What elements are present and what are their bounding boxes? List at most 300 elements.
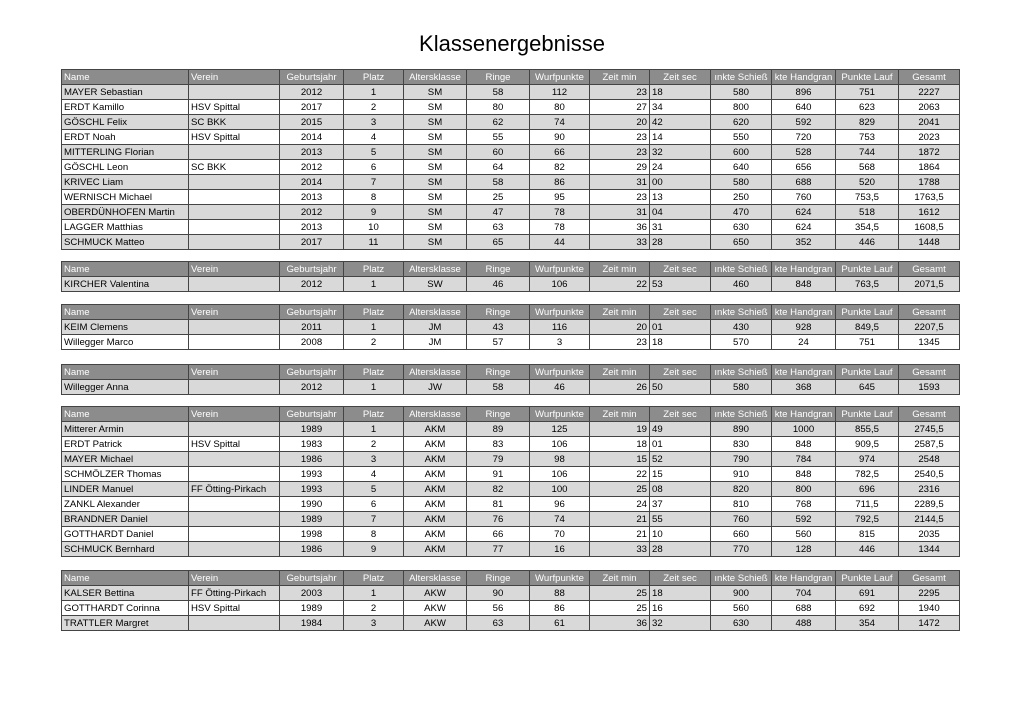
- cell-zeit-sec: 37: [650, 497, 711, 512]
- cell-altersklasse: SM: [404, 235, 467, 250]
- cell-platz: 8: [344, 190, 404, 205]
- column-header-zeit-sec: Zeit sec: [650, 365, 711, 380]
- cell-zeit-sec: 34: [650, 100, 711, 115]
- cell-platz: 8: [344, 527, 404, 542]
- cell-gesamt: 2295: [899, 586, 960, 601]
- cell-platz: 11: [344, 235, 404, 250]
- cell-punkte-schiessen: 900: [711, 586, 772, 601]
- cell-geburtsjahr: 2013: [280, 220, 344, 235]
- cell-name: GÖSCHL Felix: [62, 115, 189, 130]
- cell-verein: FF Ötting-Pirkach: [189, 586, 280, 601]
- column-header-punkte-handgranate: kte Handgran: [772, 262, 836, 277]
- page-title: Klassenergebnisse: [419, 31, 605, 56]
- cell-zeit-min: 25: [590, 586, 650, 601]
- column-header-wurfpunkte: Wurfpunkte: [530, 571, 590, 586]
- cell-ringe: 58: [467, 175, 530, 190]
- table-row: [62, 437, 960, 452]
- cell-punkte-handgranate: 800: [772, 482, 836, 497]
- column-header-verein: Verein: [189, 571, 280, 586]
- column-header-verein: Verein: [189, 407, 280, 422]
- cell-zeit-sec: 00: [650, 175, 711, 190]
- cell-wurfpunkte: 44: [530, 235, 590, 250]
- cell-punkte-lauf: 696: [836, 482, 899, 497]
- cell-verein: SC BKK: [189, 115, 280, 130]
- cell-platz: 4: [344, 467, 404, 482]
- cell-geburtsjahr: 1989: [280, 422, 344, 437]
- column-header-zeit-min: Zeit min: [590, 407, 650, 422]
- cell-name: GOTTHARDT Daniel: [62, 527, 189, 542]
- cell-zeit-min: 36: [590, 616, 650, 631]
- column-header-platz: Platz: [344, 70, 404, 85]
- cell-zeit-min: 23: [590, 335, 650, 350]
- cell-zeit-sec: 32: [650, 616, 711, 631]
- cell-name: MITTERLING Florian: [62, 145, 189, 160]
- cell-altersklasse: SM: [404, 220, 467, 235]
- cell-zeit-min: 29: [590, 160, 650, 175]
- cell-geburtsjahr: 2012: [280, 160, 344, 175]
- cell-verein: [189, 145, 280, 160]
- column-header-name: Name: [62, 262, 189, 277]
- table-row: [62, 320, 960, 335]
- column-header-punkte-lauf: Punkte Lauf: [836, 70, 899, 85]
- table-row: [62, 190, 960, 205]
- cell-ringe: 63: [467, 220, 530, 235]
- cell-zeit-min: 33: [590, 542, 650, 557]
- cell-gesamt: 1612: [899, 205, 960, 220]
- cell-ringe: 57: [467, 335, 530, 350]
- column-header-wurfpunkte: Wurfpunkte: [530, 407, 590, 422]
- cell-zeit-min: 21: [590, 527, 650, 542]
- column-header-geburtsjahr: Geburtsjahr: [280, 365, 344, 380]
- cell-wurfpunkte: 78: [530, 220, 590, 235]
- cell-wurfpunkte: 80: [530, 100, 590, 115]
- column-header-verein: Verein: [189, 262, 280, 277]
- table-row: [62, 422, 960, 437]
- cell-geburtsjahr: 2012: [280, 277, 344, 292]
- cell-altersklasse: AKM: [404, 542, 467, 557]
- cell-punkte-schiessen: 570: [711, 335, 772, 350]
- cell-altersklasse: JM: [404, 335, 467, 350]
- column-header-punkte-lauf: Punkte Lauf: [836, 571, 899, 586]
- cell-zeit-min: 23: [590, 85, 650, 100]
- cell-zeit-min: 23: [590, 145, 650, 160]
- cell-gesamt: 1763,5: [899, 190, 960, 205]
- cell-geburtsjahr: 1998: [280, 527, 344, 542]
- column-header-wurfpunkte: Wurfpunkte: [530, 70, 590, 85]
- cell-zeit-min: 20: [590, 115, 650, 130]
- cell-geburtsjahr: 1989: [280, 601, 344, 616]
- cell-punkte-schiessen: 790: [711, 452, 772, 467]
- cell-wurfpunkte: 46: [530, 380, 590, 395]
- cell-verein: [189, 190, 280, 205]
- cell-punkte-lauf: 568: [836, 160, 899, 175]
- cell-punkte-handgranate: 720: [772, 130, 836, 145]
- cell-gesamt: 2316: [899, 482, 960, 497]
- cell-altersklasse: SM: [404, 130, 467, 145]
- cell-punkte-handgranate: 848: [772, 467, 836, 482]
- cell-platz: 1: [344, 422, 404, 437]
- column-header-punkte-lauf: Punkte Lauf: [836, 262, 899, 277]
- cell-punkte-handgranate: 640: [772, 100, 836, 115]
- column-header-punkte-handgranate: kte Handgran: [772, 365, 836, 380]
- column-header-name: Name: [62, 305, 189, 320]
- cell-punkte-handgranate: 592: [772, 512, 836, 527]
- cell-punkte-schiessen: 550: [711, 130, 772, 145]
- cell-geburtsjahr: 2012: [280, 205, 344, 220]
- cell-punkte-handgranate: 768: [772, 497, 836, 512]
- cell-zeit-sec: 53: [650, 277, 711, 292]
- cell-zeit-min: 22: [590, 277, 650, 292]
- cell-punkte-handgranate: 368: [772, 380, 836, 395]
- cell-platz: 7: [344, 175, 404, 190]
- table-row: [62, 452, 960, 467]
- cell-gesamt: 1448: [899, 235, 960, 250]
- results-table: [61, 69, 960, 250]
- cell-punkte-handgranate: 352: [772, 235, 836, 250]
- table-row: [62, 175, 960, 190]
- column-header-punkte-schiessen: ınkte Schieß: [711, 262, 772, 277]
- column-header-wurfpunkte: Wurfpunkte: [530, 305, 590, 320]
- cell-verein: [189, 235, 280, 250]
- cell-wurfpunkte: 74: [530, 115, 590, 130]
- cell-punkte-lauf: 763,5: [836, 277, 899, 292]
- cell-wurfpunkte: 90: [530, 130, 590, 145]
- cell-gesamt: 2548: [899, 452, 960, 467]
- cell-zeit-sec: 18: [650, 586, 711, 601]
- cell-ringe: 56: [467, 601, 530, 616]
- cell-geburtsjahr: 2017: [280, 100, 344, 115]
- cell-ringe: 43: [467, 320, 530, 335]
- cell-wurfpunkte: 106: [530, 467, 590, 482]
- cell-gesamt: 2227: [899, 85, 960, 100]
- cell-name: GOTTHARDT Corinna: [62, 601, 189, 616]
- cell-ringe: 83: [467, 437, 530, 452]
- cell-platz: 1: [344, 320, 404, 335]
- cell-zeit-min: 23: [590, 190, 650, 205]
- table-row: [62, 335, 960, 350]
- cell-punkte-handgranate: 848: [772, 437, 836, 452]
- cell-ringe: 91: [467, 467, 530, 482]
- cell-verein: [189, 335, 280, 350]
- cell-geburtsjahr: 1993: [280, 467, 344, 482]
- cell-verein: [189, 512, 280, 527]
- column-header-platz: Platz: [344, 365, 404, 380]
- cell-geburtsjahr: 2013: [280, 145, 344, 160]
- cell-name: ERDT Noah: [62, 130, 189, 145]
- cell-platz: 3: [344, 115, 404, 130]
- cell-gesamt: 2289,5: [899, 497, 960, 512]
- cell-name: GÖSCHL Leon: [62, 160, 189, 175]
- cell-punkte-lauf: 744: [836, 145, 899, 160]
- column-header-ringe: Ringe: [467, 365, 530, 380]
- cell-ringe: 64: [467, 160, 530, 175]
- cell-zeit-min: 18: [590, 437, 650, 452]
- cell-verein: [189, 220, 280, 235]
- cell-altersklasse: SM: [404, 85, 467, 100]
- cell-altersklasse: AKM: [404, 467, 467, 482]
- cell-altersklasse: SM: [404, 190, 467, 205]
- cell-altersklasse: AKM: [404, 452, 467, 467]
- results-table: [61, 570, 960, 631]
- cell-ringe: 89: [467, 422, 530, 437]
- cell-punkte-lauf: 623: [836, 100, 899, 115]
- cell-altersklasse: AKM: [404, 512, 467, 527]
- column-header-zeit-min: Zeit min: [590, 70, 650, 85]
- cell-platz: 5: [344, 145, 404, 160]
- cell-punkte-handgranate: 1000: [772, 422, 836, 437]
- results-table: [61, 364, 960, 395]
- cell-zeit-min: 27: [590, 100, 650, 115]
- column-header-zeit-sec: Zeit sec: [650, 407, 711, 422]
- cell-zeit-sec: 55: [650, 512, 711, 527]
- column-header-name: Name: [62, 571, 189, 586]
- cell-altersklasse: SM: [404, 145, 467, 160]
- cell-name: TRATTLER Margret: [62, 616, 189, 631]
- cell-altersklasse: AKW: [404, 616, 467, 631]
- cell-gesamt: 2035: [899, 527, 960, 542]
- column-header-geburtsjahr: Geburtsjahr: [280, 70, 344, 85]
- cell-punkte-schiessen: 910: [711, 467, 772, 482]
- cell-name: OBERDÜNHOFEN Martin: [62, 205, 189, 220]
- cell-platz: 6: [344, 497, 404, 512]
- table-row: [62, 467, 960, 482]
- cell-wurfpunkte: 96: [530, 497, 590, 512]
- cell-verein: [189, 497, 280, 512]
- cell-gesamt: 1472: [899, 616, 960, 631]
- cell-punkte-handgranate: 656: [772, 160, 836, 175]
- column-header-geburtsjahr: Geburtsjahr: [280, 305, 344, 320]
- column-header-punkte-lauf: Punkte Lauf: [836, 305, 899, 320]
- column-header-punkte-handgranate: kte Handgran: [772, 571, 836, 586]
- cell-ringe: 60: [467, 145, 530, 160]
- cell-verein: [189, 422, 280, 437]
- column-header-ringe: Ringe: [467, 70, 530, 85]
- cell-altersklasse: AKW: [404, 586, 467, 601]
- cell-zeit-min: 15: [590, 452, 650, 467]
- cell-name: SCHMÖLZER Thomas: [62, 467, 189, 482]
- cell-verein: [189, 320, 280, 335]
- cell-punkte-lauf: 518: [836, 205, 899, 220]
- cell-gesamt: 1608,5: [899, 220, 960, 235]
- cell-altersklasse: JM: [404, 320, 467, 335]
- cell-wurfpunkte: 95: [530, 190, 590, 205]
- cell-platz: 5: [344, 482, 404, 497]
- cell-name: KEIM Clemens: [62, 320, 189, 335]
- cell-punkte-lauf: 711,5: [836, 497, 899, 512]
- cell-verein: [189, 85, 280, 100]
- cell-punkte-handgranate: 928: [772, 320, 836, 335]
- cell-verein: [189, 527, 280, 542]
- cell-zeit-min: 22: [590, 467, 650, 482]
- cell-punkte-lauf: 974: [836, 452, 899, 467]
- cell-name: MAYER Michael: [62, 452, 189, 467]
- table-header-row: [62, 305, 960, 320]
- column-header-punkte-schiessen: ınkte Schieß: [711, 305, 772, 320]
- cell-punkte-schiessen: 580: [711, 380, 772, 395]
- column-header-zeit-min: Zeit min: [590, 305, 650, 320]
- cell-zeit-sec: 18: [650, 335, 711, 350]
- cell-platz: 4: [344, 130, 404, 145]
- column-header-punkte-handgranate: kte Handgran: [772, 70, 836, 85]
- cell-wurfpunkte: 86: [530, 601, 590, 616]
- cell-ringe: 77: [467, 542, 530, 557]
- column-header-gesamt: Gesamt: [899, 262, 960, 277]
- table-row: [62, 380, 960, 395]
- column-header-name: Name: [62, 365, 189, 380]
- cell-platz: 9: [344, 205, 404, 220]
- cell-altersklasse: AKM: [404, 422, 467, 437]
- cell-zeit-sec: 28: [650, 235, 711, 250]
- cell-geburtsjahr: 2015: [280, 115, 344, 130]
- cell-punkte-schiessen: 760: [711, 512, 772, 527]
- cell-verein: [189, 175, 280, 190]
- cell-geburtsjahr: 1990: [280, 497, 344, 512]
- cell-wurfpunkte: 66: [530, 145, 590, 160]
- cell-wurfpunkte: 61: [530, 616, 590, 631]
- cell-zeit-sec: 16: [650, 601, 711, 616]
- cell-altersklasse: AKW: [404, 601, 467, 616]
- cell-verein: [189, 467, 280, 482]
- cell-zeit-sec: 15: [650, 467, 711, 482]
- cell-platz: 9: [344, 542, 404, 557]
- cell-punkte-lauf: 520: [836, 175, 899, 190]
- cell-wurfpunkte: 3: [530, 335, 590, 350]
- cell-wurfpunkte: 88: [530, 586, 590, 601]
- table-header-row: [62, 571, 960, 586]
- cell-geburtsjahr: 2012: [280, 380, 344, 395]
- cell-zeit-sec: 28: [650, 542, 711, 557]
- cell-ringe: 66: [467, 527, 530, 542]
- cell-wurfpunkte: 86: [530, 175, 590, 190]
- column-header-wurfpunkte: Wurfpunkte: [530, 365, 590, 380]
- cell-platz: 1: [344, 85, 404, 100]
- cell-punkte-lauf: 446: [836, 235, 899, 250]
- cell-punkte-schiessen: 650: [711, 235, 772, 250]
- table-row: [62, 512, 960, 527]
- column-header-verein: Verein: [189, 365, 280, 380]
- table-row: [62, 100, 960, 115]
- cell-zeit-min: 26: [590, 380, 650, 395]
- column-header-gesamt: Gesamt: [899, 70, 960, 85]
- cell-platz: 2: [344, 100, 404, 115]
- cell-zeit-sec: 50: [650, 380, 711, 395]
- cell-punkte-schiessen: 600: [711, 145, 772, 160]
- cell-geburtsjahr: 2012: [280, 85, 344, 100]
- cell-name: KALSER Bettina: [62, 586, 189, 601]
- cell-ringe: 79: [467, 452, 530, 467]
- column-header-wurfpunkte: Wurfpunkte: [530, 262, 590, 277]
- table-row: [62, 160, 960, 175]
- column-header-gesamt: Gesamt: [899, 305, 960, 320]
- cell-platz: 2: [344, 437, 404, 452]
- cell-wurfpunkte: 70: [530, 527, 590, 542]
- cell-platz: 1: [344, 380, 404, 395]
- column-header-verein: Verein: [189, 305, 280, 320]
- cell-name: SCHMUCK Bernhard: [62, 542, 189, 557]
- cell-name: KIRCHER Valentina: [62, 277, 189, 292]
- cell-punkte-schiessen: 800: [711, 100, 772, 115]
- cell-name: LAGGER Matthias: [62, 220, 189, 235]
- cell-zeit-min: 24: [590, 497, 650, 512]
- cell-name: ERDT Patrick: [62, 437, 189, 452]
- cell-gesamt: 2071,5: [899, 277, 960, 292]
- column-header-ringe: Ringe: [467, 305, 530, 320]
- cell-zeit-sec: 42: [650, 115, 711, 130]
- cell-altersklasse: JW: [404, 380, 467, 395]
- cell-punkte-handgranate: 592: [772, 115, 836, 130]
- cell-zeit-min: 33: [590, 235, 650, 250]
- column-header-altersklasse: Altersklasse: [404, 365, 467, 380]
- cell-gesamt: 2207,5: [899, 320, 960, 335]
- cell-verein: HSV Spittal: [189, 601, 280, 616]
- cell-verein: [189, 452, 280, 467]
- column-header-gesamt: Gesamt: [899, 407, 960, 422]
- column-header-punkte-schiessen: ınkte Schieß: [711, 365, 772, 380]
- cell-punkte-lauf: 691: [836, 586, 899, 601]
- cell-verein: HSV Spittal: [189, 130, 280, 145]
- cell-zeit-sec: 31: [650, 220, 711, 235]
- cell-punkte-lauf: 446: [836, 542, 899, 557]
- cell-platz: 10: [344, 220, 404, 235]
- column-header-zeit-sec: Zeit sec: [650, 305, 711, 320]
- cell-ringe: 62: [467, 115, 530, 130]
- table-row: [62, 586, 960, 601]
- cell-ringe: 25: [467, 190, 530, 205]
- cell-name: ERDT Kamillo: [62, 100, 189, 115]
- cell-wurfpunkte: 82: [530, 160, 590, 175]
- cell-altersklasse: SW: [404, 277, 467, 292]
- cell-gesamt: 2041: [899, 115, 960, 130]
- cell-punkte-schiessen: 810: [711, 497, 772, 512]
- cell-punkte-lauf: 782,5: [836, 467, 899, 482]
- column-header-zeit-min: Zeit min: [590, 571, 650, 586]
- column-header-punkte-handgranate: kte Handgran: [772, 407, 836, 422]
- cell-zeit-sec: 24: [650, 160, 711, 175]
- cell-name: LINDER Manuel: [62, 482, 189, 497]
- cell-punkte-handgranate: 624: [772, 220, 836, 235]
- cell-zeit-min: 31: [590, 205, 650, 220]
- cell-punkte-schiessen: 580: [711, 175, 772, 190]
- cell-ringe: 76: [467, 512, 530, 527]
- cell-platz: 7: [344, 512, 404, 527]
- column-header-punkte-lauf: Punkte Lauf: [836, 407, 899, 422]
- cell-punkte-handgranate: 760: [772, 190, 836, 205]
- cell-name: BRANDNER Daniel: [62, 512, 189, 527]
- table-row: [62, 277, 960, 292]
- cell-platz: 1: [344, 586, 404, 601]
- cell-punkte-handgranate: 488: [772, 616, 836, 631]
- cell-geburtsjahr: 2017: [280, 235, 344, 250]
- cell-altersklasse: SM: [404, 160, 467, 175]
- cell-punkte-schiessen: 630: [711, 616, 772, 631]
- cell-wurfpunkte: 74: [530, 512, 590, 527]
- column-header-altersklasse: Altersklasse: [404, 305, 467, 320]
- cell-punkte-handgranate: 784: [772, 452, 836, 467]
- column-header-geburtsjahr: Geburtsjahr: [280, 571, 344, 586]
- cell-zeit-min: 21: [590, 512, 650, 527]
- cell-punkte-handgranate: 688: [772, 601, 836, 616]
- table-header-row: [62, 70, 960, 85]
- cell-zeit-min: 25: [590, 601, 650, 616]
- table-row: [62, 115, 960, 130]
- cell-zeit-sec: 08: [650, 482, 711, 497]
- cell-ringe: 46: [467, 277, 530, 292]
- cell-geburtsjahr: 1989: [280, 512, 344, 527]
- cell-geburtsjahr: 2014: [280, 175, 344, 190]
- cell-punkte-lauf: 815: [836, 527, 899, 542]
- cell-altersklasse: SM: [404, 100, 467, 115]
- cell-zeit-sec: 52: [650, 452, 711, 467]
